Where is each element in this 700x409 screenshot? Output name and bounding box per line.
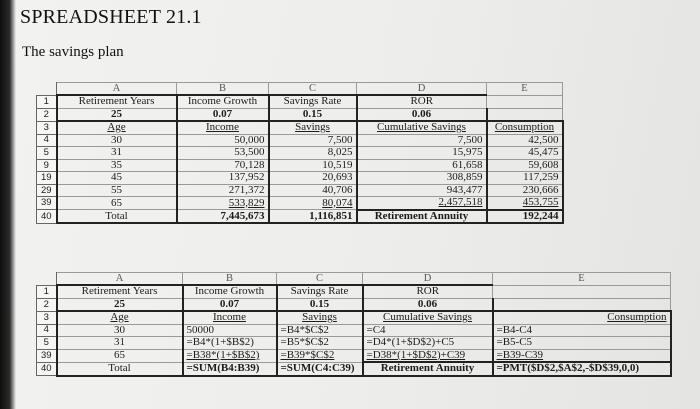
column-header: A (57, 273, 183, 286)
row-number: 2 (37, 298, 57, 311)
column-header-row (37, 273, 671, 286)
table-cell (487, 108, 563, 121)
table-cell: 30 (57, 324, 183, 337)
table-cell: Consumption (493, 311, 671, 324)
table-cell: Age (57, 311, 183, 324)
row-number: 5 (37, 337, 57, 350)
table-cell: 25 (57, 108, 177, 121)
table-cell: =D4*(1+$D$2)+C5 (363, 337, 493, 350)
table-cell: 7,500 (269, 134, 357, 147)
table-cell: Consumption (487, 121, 563, 134)
table-cell: 20,693 (269, 172, 357, 185)
table-cell: Income (177, 121, 269, 134)
row-number: 39 (37, 197, 57, 210)
row-number: 29 (37, 184, 57, 197)
table-cell: =B39*$C$2 (277, 349, 363, 362)
table-cell: 31 (57, 337, 183, 350)
row-number: 40 (37, 210, 57, 224)
table-cell: Savings (269, 121, 357, 134)
table-cell: 25 (57, 298, 183, 311)
row-number: 1 (37, 95, 57, 108)
table-row (37, 362, 671, 376)
table-cell: 40,706 (269, 184, 357, 197)
table-cell: 0.07 (177, 108, 269, 121)
table-cell: 61,658 (357, 159, 487, 172)
table-cell: 35 (57, 159, 177, 172)
row-number: 5 (37, 147, 57, 160)
table-cell: =B38*(1+$B$2) (183, 349, 277, 362)
table-cell: Retirement Years (57, 285, 183, 298)
corner-cell (37, 83, 57, 96)
table-row (37, 95, 563, 108)
table-cell: =B5-C5 (493, 337, 671, 350)
table-cell: 53,500 (177, 147, 269, 160)
table-row (37, 121, 563, 134)
table-row (37, 108, 563, 121)
table-cell: 0.06 (357, 108, 487, 121)
table-cell: 308,859 (357, 172, 487, 185)
table-cell: 31 (57, 147, 177, 160)
table-row (37, 210, 563, 224)
table-cell: Savings Rate (277, 285, 363, 298)
table-cell: =PMT($D$2,$A$2,-$D$39,0,0) (493, 362, 671, 376)
table-cell: 117,259 (487, 172, 563, 185)
table-cell: Retirement Years (57, 95, 177, 108)
table-cell: 45,475 (487, 147, 563, 160)
table-cell: =B39-C39 (493, 349, 671, 362)
table-cell (487, 95, 563, 108)
table-cell: 230,666 (487, 184, 563, 197)
table-cell: 7,445,673 (177, 210, 269, 224)
row-number: 39 (37, 349, 57, 362)
table-row (37, 184, 563, 197)
table-cell: =SUM(C4:C39) (277, 362, 363, 376)
table-cell: Income (183, 311, 277, 324)
formulas-spreadsheet (36, 272, 672, 377)
table-cell: =B4-C4 (493, 324, 671, 337)
column-header: D (363, 273, 493, 286)
table-cell: Retirement Annuity (363, 362, 493, 376)
page-subtitle: The savings plan (22, 44, 124, 60)
table-row (37, 197, 563, 210)
table-cell: 42,500 (487, 134, 563, 147)
table-row (37, 134, 563, 147)
table-cell: 80,074 (269, 197, 357, 210)
row-number: 3 (37, 311, 57, 324)
table-cell: 2,457,518 (357, 197, 487, 210)
table-cell: =B4*(1+$B$2) (183, 337, 277, 350)
row-number: 1 (37, 285, 57, 298)
row-number: 2 (37, 108, 57, 121)
column-header: E (493, 273, 671, 286)
table-cell: Savings (277, 311, 363, 324)
left-shadow (0, 0, 16, 409)
table-cell: 65 (57, 349, 183, 362)
table-cell: 10,519 (269, 159, 357, 172)
table-cell: ROR (363, 285, 493, 298)
table-cell: 50,000 (177, 134, 269, 147)
table-cell: 1,116,851 (269, 210, 357, 224)
table-cell: 55 (57, 184, 177, 197)
table-cell: Age (57, 121, 177, 134)
table-cell: Total (57, 210, 177, 224)
column-header-row (37, 83, 563, 96)
column-header: E (487, 83, 563, 96)
table-cell: 30 (57, 134, 177, 147)
column-header: B (177, 83, 269, 96)
row-number: 4 (37, 134, 57, 147)
table-cell: Total (57, 362, 183, 376)
table-cell: =B5*$C$2 (277, 337, 363, 350)
table-cell: =C4 (363, 324, 493, 337)
table-cell: ROR (357, 95, 487, 108)
table-row (37, 349, 671, 362)
table-cell: 453,755 (487, 197, 563, 210)
row-number: 4 (37, 324, 57, 337)
table-cell: 192,244 (487, 210, 563, 224)
table-row (37, 147, 563, 160)
table-cell: 271,372 (177, 184, 269, 197)
row-number: 19 (37, 172, 57, 185)
table-cell: =D38*(1+$D$2)+C39 (363, 349, 493, 362)
row-number: 3 (37, 121, 57, 134)
table-cell (493, 298, 671, 311)
table-cell: 65 (57, 197, 177, 210)
table-cell: 0.15 (269, 108, 357, 121)
table-cell: 533,829 (177, 197, 269, 210)
table-cell: 0.07 (183, 298, 277, 311)
page-title: SPREADSHEET 21.1 (20, 6, 202, 28)
table-cell: =B4*$C$2 (277, 324, 363, 337)
table-cell: Income Growth (177, 95, 269, 108)
table-row (37, 337, 671, 350)
column-header: B (183, 273, 277, 286)
column-header: D (357, 83, 487, 96)
corner-cell (37, 273, 57, 286)
table-cell: Savings Rate (269, 95, 357, 108)
table-cell: 59,608 (487, 159, 563, 172)
table-cell: Retirement Annuity (357, 210, 487, 224)
column-header: C (269, 83, 357, 96)
table-row (37, 285, 671, 298)
table-cell: 15,975 (357, 147, 487, 160)
table-cell (493, 285, 671, 298)
table-row (37, 324, 671, 337)
table-cell: Cumulative Savings (357, 121, 487, 134)
table-row (37, 172, 563, 185)
table-row (37, 159, 563, 172)
table-cell: 50000 (183, 324, 277, 337)
table-cell: 8,025 (269, 147, 357, 160)
table-row (37, 311, 671, 324)
table-cell: 0.06 (363, 298, 493, 311)
table-cell: =SUM(B4:B39) (183, 362, 277, 376)
row-number: 9 (37, 159, 57, 172)
table-cell: 45 (57, 172, 177, 185)
row-number: 40 (37, 362, 57, 376)
table-cell: 0.15 (277, 298, 363, 311)
values-spreadsheet (36, 82, 564, 224)
table-cell: 137,952 (177, 172, 269, 185)
table-cell: 7,500 (357, 134, 487, 147)
table-cell: Cumulative Savings (363, 311, 493, 324)
table-cell: 70,128 (177, 159, 269, 172)
column-header: A (57, 83, 177, 96)
table-row (37, 298, 671, 311)
table-cell: 943,477 (357, 184, 487, 197)
column-header: C (277, 273, 363, 286)
table-cell: Income Growth (183, 285, 277, 298)
